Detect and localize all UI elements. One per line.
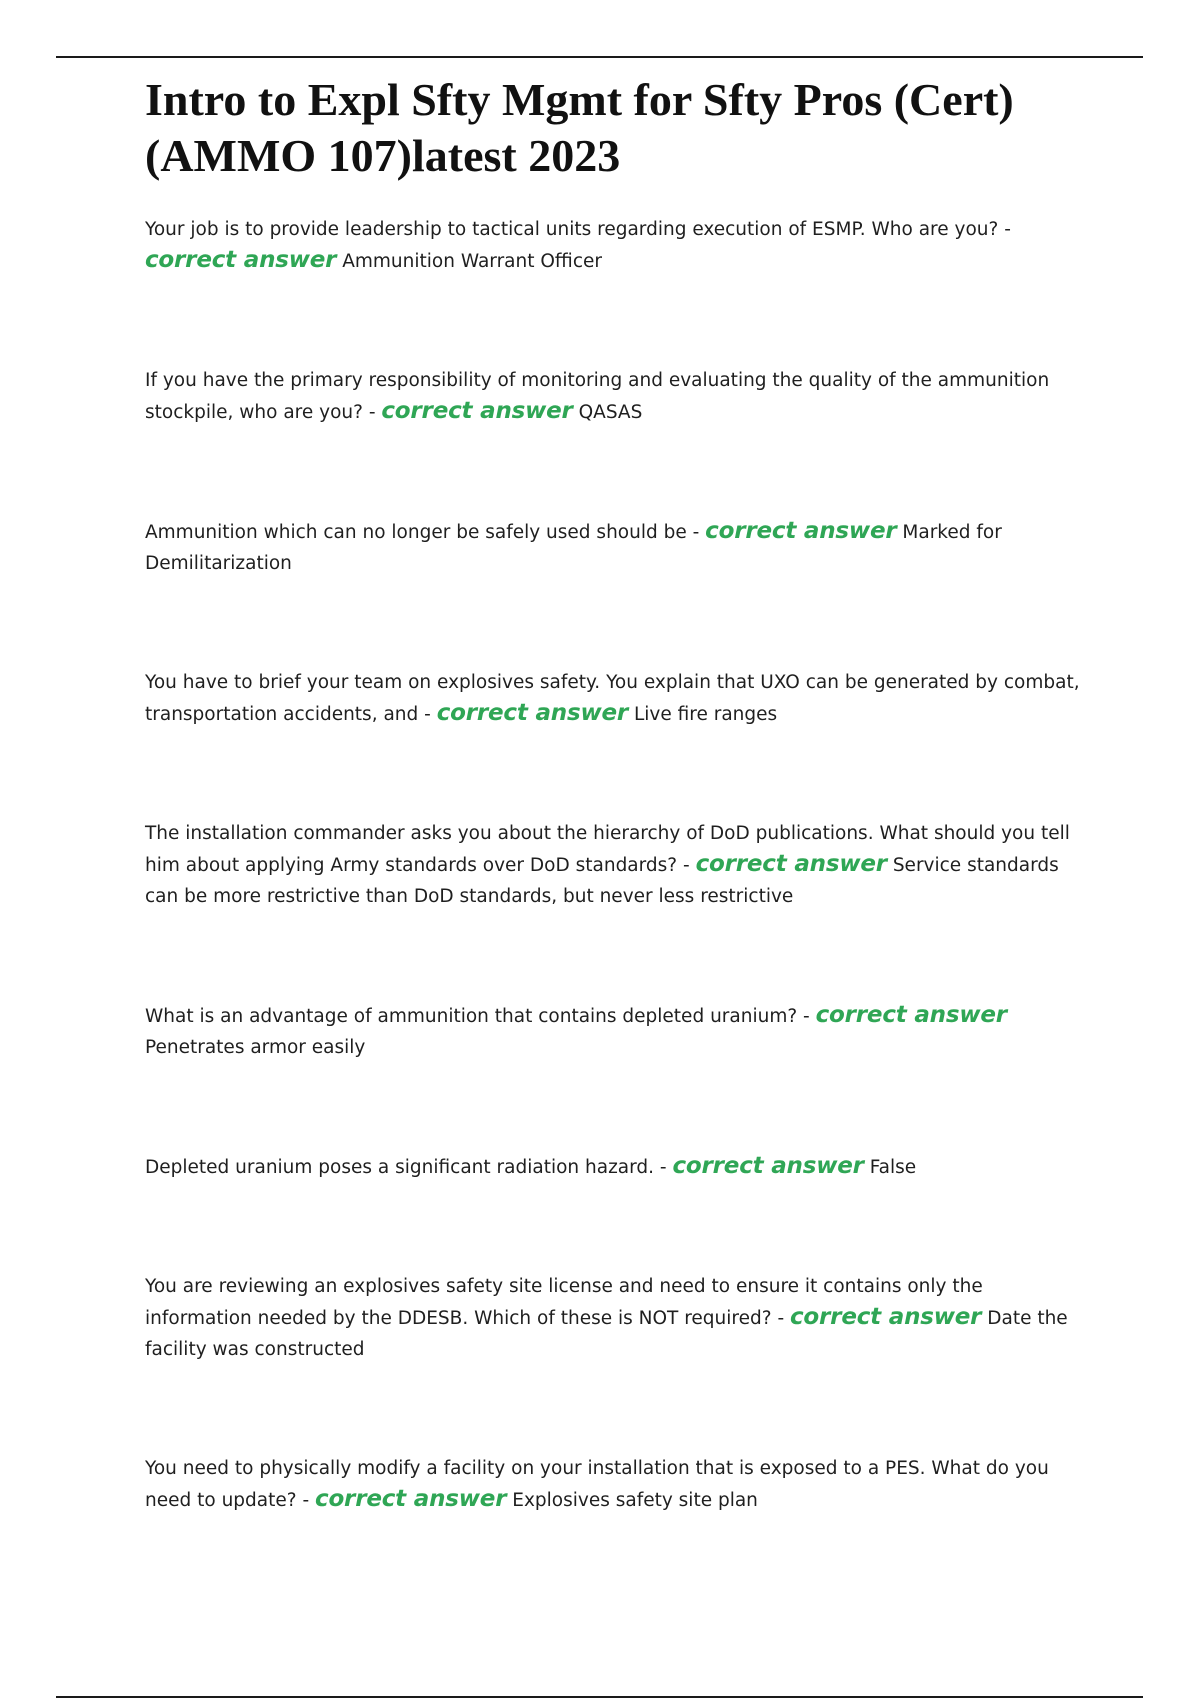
answer-text: Ammunition Warrant Officer (342, 251, 602, 272)
qa-item (145, 1000, 1090, 1063)
answer-text: QASAS (578, 402, 643, 423)
document-body (145, 72, 1090, 1604)
answer-text: Penetrates armor easily (145, 1037, 366, 1058)
separator: - (797, 1006, 816, 1027)
correct-answer-label: correct answer (790, 1304, 982, 1330)
qa-item (145, 516, 1090, 579)
question-text: The installation commander asks you about the hierarchy of DoD publications. What should you tell him about applying Army standards over DoD standards? (145, 823, 1070, 876)
question-text: Your job is to provide leadership to tactical units regarding execution of ESMP. Who are you? (145, 219, 999, 240)
separator: - (771, 1308, 790, 1329)
qa-item (145, 1453, 1090, 1516)
correct-answer-label: correct answer (145, 247, 337, 273)
question-text: You have to brief your team on explosives safety. You explain that UXO can be generated by combat, transportation accidents, and (145, 672, 1080, 725)
question-text: You are reviewing an explosives safety site license and need to ensure it contains only the information needed by the DDESB. Which of these is NOT required? (145, 1276, 983, 1329)
qa-list (145, 214, 1090, 1516)
qa-item (145, 1151, 1090, 1183)
question-text: Ammunition which can no longer be safely used should be (145, 522, 687, 543)
qa-item (145, 667, 1090, 730)
separator: - (418, 704, 437, 725)
separator: - (296, 1490, 316, 1511)
correct-answer-label: correct answer (815, 1002, 1007, 1028)
qa-item (145, 365, 1090, 428)
qa-item (145, 214, 1090, 277)
answer-text: Live fire ranges (633, 704, 778, 725)
separator: - (998, 219, 1011, 240)
answer-text: Date the facility was constructed (145, 1308, 1068, 1360)
document-title: Intro to Expl Sfty Mgmt for Sfty Pros (Cert) (AMMO 107)latest 2023 (145, 74, 1014, 181)
bottom-rule (56, 1696, 1143, 1698)
separator: - (686, 522, 706, 543)
answer-text: False (869, 1157, 917, 1178)
correct-answer-label: correct answer (695, 851, 887, 877)
correct-answer-label: correct answer (315, 1486, 507, 1512)
answer-text: Explosives safety site plan (512, 1490, 758, 1511)
answer-text: Marked for Demilitarization (145, 522, 1002, 574)
correct-answer-label: correct answer (672, 1153, 864, 1179)
question-text: You need to physically modify a facility on your installation that is exposed to a PES. What do you need to update? (145, 1458, 1049, 1511)
answer-text: Service standards can be more restrictive than DoD standards, but never less restrictive (145, 855, 1059, 907)
question-text: Depleted uranium poses a significant radiation hazard. (145, 1157, 655, 1178)
top-rule (56, 56, 1143, 58)
correct-answer-label: correct answer (381, 398, 573, 424)
qa-item (145, 818, 1090, 912)
qa-item (145, 1271, 1090, 1365)
separator: - (654, 1157, 673, 1178)
correct-answer-label: correct answer (705, 518, 897, 544)
correct-answer-label: correct answer (436, 700, 629, 726)
separator: - (677, 855, 696, 876)
question-text: What is an advantage of ammunition that contains depleted uranium? (145, 1006, 798, 1027)
separator: - (362, 402, 382, 423)
question-text: If you have the primary responsibility of monitoring and evaluating the quality of the ammunition stockpile, who are you? (145, 370, 1050, 423)
